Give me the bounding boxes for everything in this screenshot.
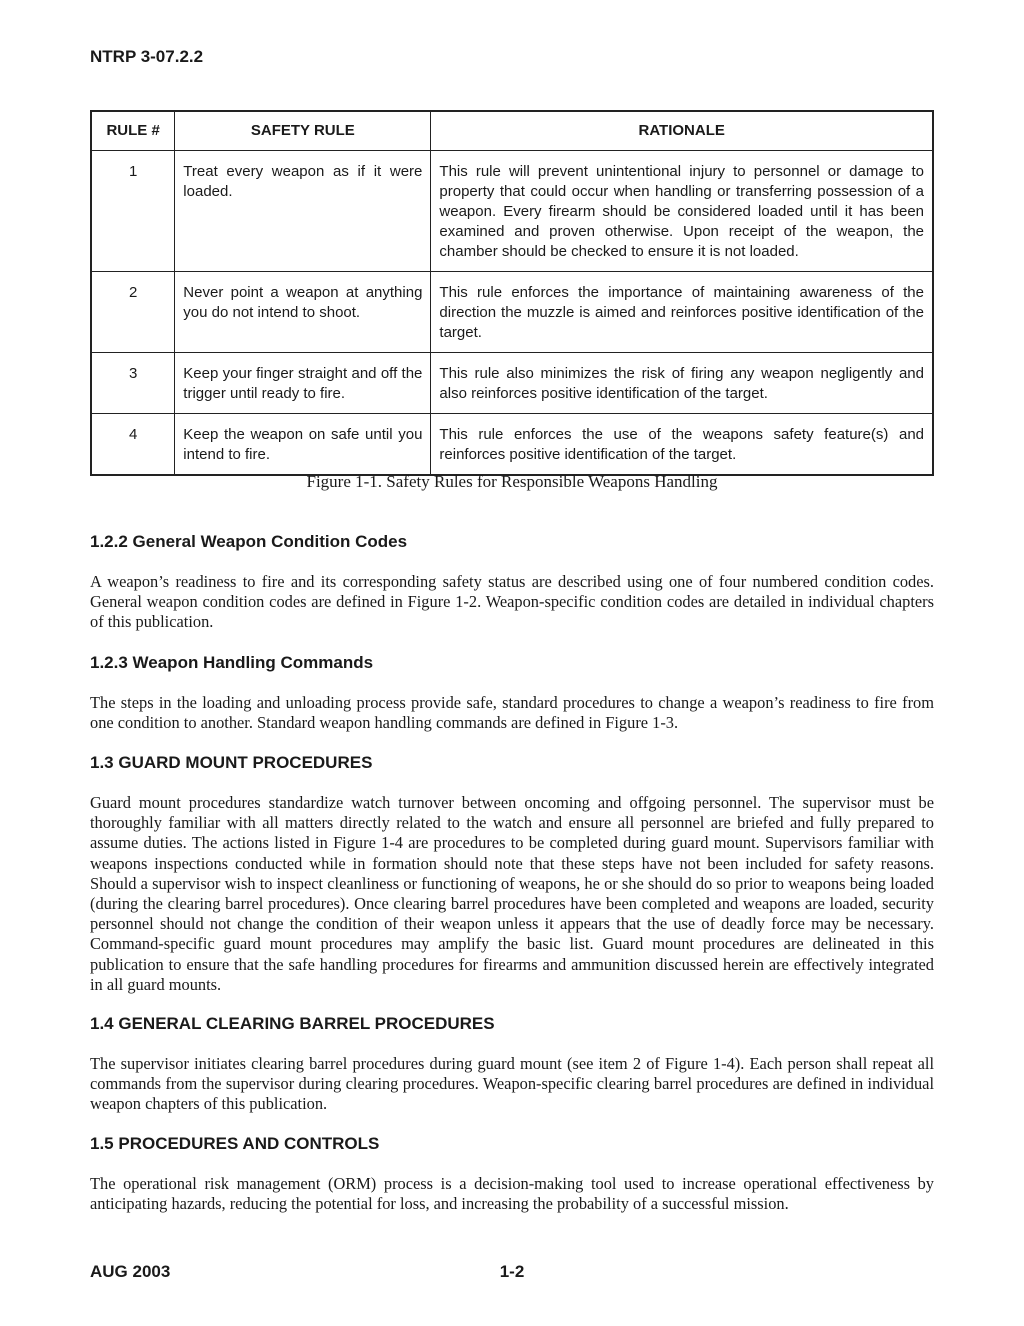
- rationale: This rule enforces the use of the weapons safety feature(s) and reinforces positive identification of the target.: [431, 414, 933, 476]
- column-header-rationale: RATIONALE: [431, 111, 933, 151]
- section-guard-mount: [90, 753, 934, 995]
- document-id: NTRP 3-07.2.2: [90, 47, 204, 66]
- safety-rule: Treat every weapon as if it were loaded.: [175, 151, 431, 272]
- safety-rule: Never point a weapon at anything you do not intend to shoot.: [175, 272, 431, 353]
- rule-number: 2: [91, 272, 175, 353]
- section-condition-codes: [90, 532, 934, 633]
- table-header-row: [91, 111, 933, 151]
- rule-number: 4: [91, 414, 175, 476]
- section-body: The steps in the loading and unloading process provide safe, standard procedures to change a weapon’s readiness to fire from one condition to another. Standard weapon handling commands are defined in Figure 1-3.: [90, 693, 934, 733]
- section-heading: 1.3 GUARD MOUNT PROCEDURES: [90, 753, 373, 772]
- section-heading: 1.2.2 General Weapon Condition Codes: [90, 532, 408, 551]
- section-heading: 1.2.3 Weapon Handling Commands: [90, 653, 374, 672]
- column-header-rule-number: RULE #: [91, 111, 175, 151]
- section-clearing-barrel: [90, 1014, 934, 1115]
- page-number: 1-2: [499, 1262, 525, 1281]
- table-row: [91, 353, 933, 414]
- section-body: The operational risk management (ORM) process is a decision-making tool used to increase operational effectiveness by anticipating hazards, reducing the potential for loss, and increasing the probability of a successful mission.: [90, 1174, 934, 1214]
- footer-date: AUG 2003: [90, 1262, 171, 1281]
- rationale: This rule enforces the importance of maintaining awareness of the direction the muzzle is aimed and reinforces positive identification of the target.: [431, 272, 933, 353]
- section-body: A weapon’s readiness to fire and its corresponding safety status are described using one of four numbered condition codes. General weapon condition codes are defined in Figure 1-2. Weapon-specific condition codes are detailed in individual chapters of this publication.: [90, 572, 934, 632]
- section-heading: 1.4 GENERAL CLEARING BARREL PROCEDURES: [90, 1014, 495, 1033]
- section-body: The supervisor initiates clearing barrel procedures during guard mount (see item 2 of Figure 1-4). Each person shall repeat all commands from the supervisor during clearing procedures. Weapon-specific clearing barrel procedures are defined in individual weapon chapters of this publication.: [90, 1054, 934, 1114]
- table-row: [91, 414, 933, 476]
- safety-rule: Keep your finger straight and off the trigger until ready to fire.: [175, 353, 431, 414]
- section-procedures-controls: [90, 1134, 934, 1214]
- section-heading: 1.5 PROCEDURES AND CONTROLS: [90, 1134, 380, 1153]
- safety-rules-table: [90, 110, 934, 476]
- safety-rule: Keep the weapon on safe until you intend to fire.: [175, 414, 431, 476]
- table-row: [91, 272, 933, 353]
- table-row: [91, 151, 933, 272]
- rule-number: 3: [91, 353, 175, 414]
- rule-number: 1: [91, 151, 175, 272]
- rationale: This rule will prevent unintentional injury to personnel or damage to property that could occur when handling or transferring possession of a weapon. Every firearm should be considered loaded until it has been examined and proven otherwise. Upon receipt of the weapon, the chamber should be checked to ensure it is not loaded.: [431, 151, 933, 272]
- section-handling-commands: [90, 653, 934, 733]
- column-header-safety-rule: SAFETY RULE: [175, 111, 431, 151]
- figure-caption: Figure 1-1. Safety Rules for Responsible Weapons Handling: [306, 472, 718, 491]
- section-body: Guard mount procedures standardize watch turnover between oncoming and offgoing personnel. The supervisor must be thoroughly familiar with all matters directly related to the watch and ensure all personnel are briefed and fully prepared to assume duties. The actions listed in Figure 1-4 are procedures to be completed during guard mount. Supervisors familiar with weapons inspections conducted while in formation should note that these steps have not been included for safety reasons. Should a supervisor wish to inspect cleanliness or functioning of weapons, he or she should do so prior to weapons being loaded (during the clearing barrel procedures). Once clearing barrel procedures have been completed and weapons are loaded, security personnel should not change the condition of their weapon unless it appears that the use of deadly force may be necessary. Command-specific guard mount procedures may amplify the basic list. Guard mount procedures are delineated in this publication to ensure that the safe handling procedures for firearms and ammunition discussed herein are effectively integrated in all guard mounts.: [90, 793, 934, 994]
- rationale: This rule also minimizes the risk of firing any weapon negligently and also reinforces positive identification of the target.: [431, 353, 933, 414]
